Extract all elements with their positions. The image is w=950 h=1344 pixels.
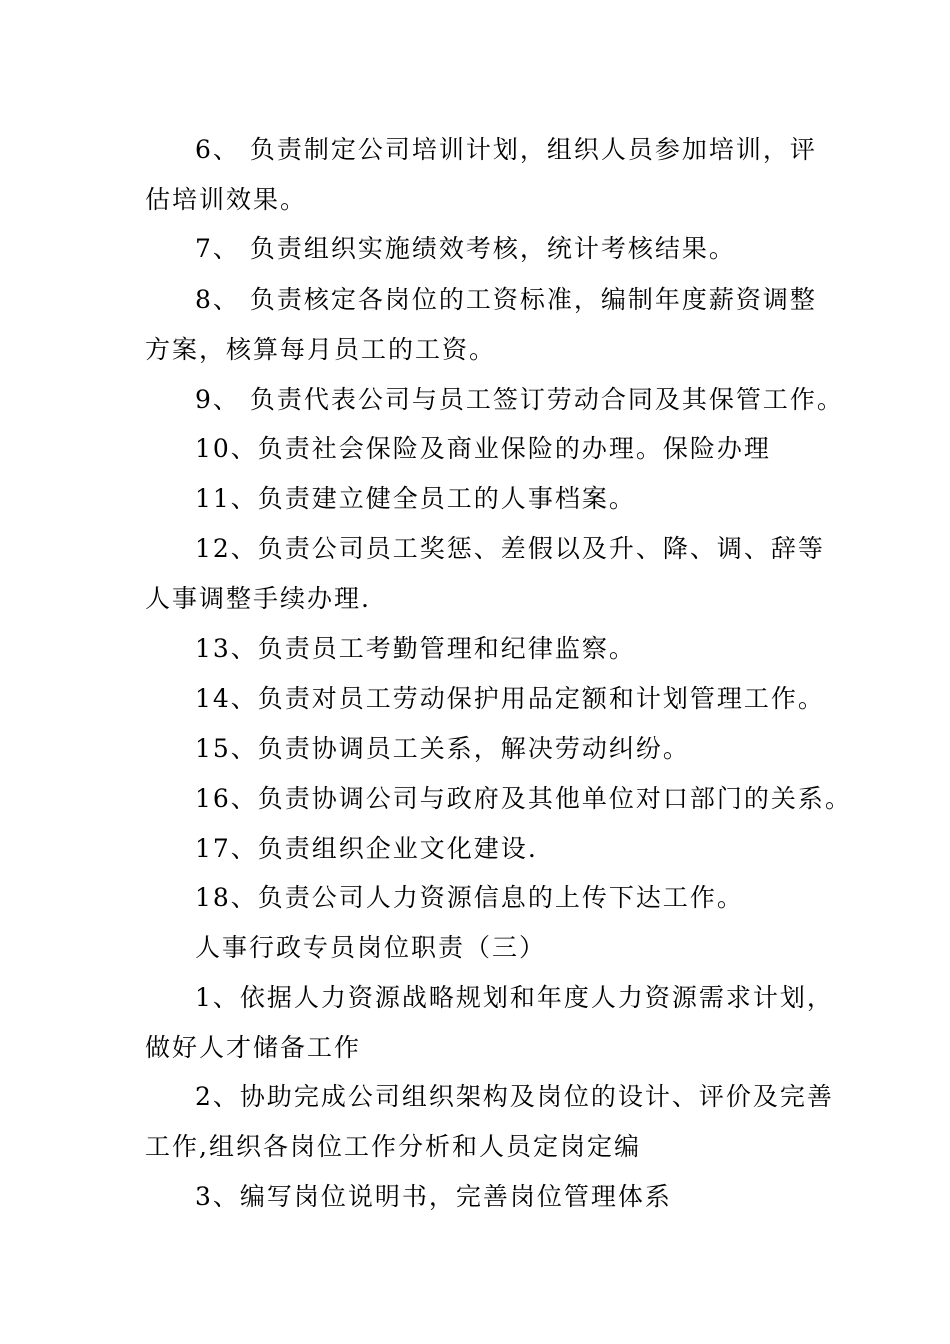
duty-13: 13、负责员工考勤管理和纪律监察。: [195, 634, 636, 663]
item-2-line-2: 工作,组织各岗位工作分析和人员定岗定编: [145, 1132, 641, 1161]
duty-16: 16、负责协调公司与政府及其他单位对口部门的关系。: [195, 784, 852, 813]
duty-7: 7、 负责组织实施绩效考核，统计考核结果。: [195, 234, 736, 263]
duty-6-line-1: 6、 负责制定公司培训计划，组织人员参加培训，评: [195, 135, 817, 164]
duty-15: 15、负责协调员工关系，解决劳动纠纷。: [195, 734, 690, 763]
duty-14: 14、负责对员工劳动保护用品定额和计划管理工作。: [195, 684, 825, 713]
duty-17: 17、负责组织企业文化建设.: [195, 834, 538, 863]
duty-9: 9、 负责代表公司与员工签订劳动合同及其保管工作。: [195, 385, 844, 414]
section-heading: 人事行政专员岗位职责（三）: [195, 933, 547, 962]
duty-18: 18、负责公司人力资源信息的上传下达工作。: [195, 883, 744, 912]
duty-12-line-1: 12、负责公司员工奖惩、差假以及升、降、调、辞等: [195, 534, 825, 563]
duty-8-line-2: 方案，核算每月员工的工资。: [145, 335, 497, 364]
duty-8-line-1: 8、 负责核定各岗位的工资标准，编制年度薪资调整: [195, 285, 817, 314]
item-3: 3、编写岗位说明书，完善岗位管理体系: [195, 1182, 672, 1211]
duty-11: 11、负责建立健全员工的人事档案。: [195, 484, 636, 513]
item-1-line-1: 1、依据人力资源战略规划和年度人力资源需求计划，: [195, 983, 834, 1012]
duty-6-line-2: 估培训效果。: [145, 185, 308, 214]
item-2-line-1: 2、协助完成公司组织架构及岗位的设计、评价及完善: [195, 1082, 834, 1111]
duty-12-line-2: 人事调整手续办理.: [145, 584, 371, 613]
item-1-line-2: 做好人才储备工作: [145, 1033, 362, 1062]
duty-10: 10、负责社会保险及商业保险的办理。保险办理: [195, 434, 771, 463]
